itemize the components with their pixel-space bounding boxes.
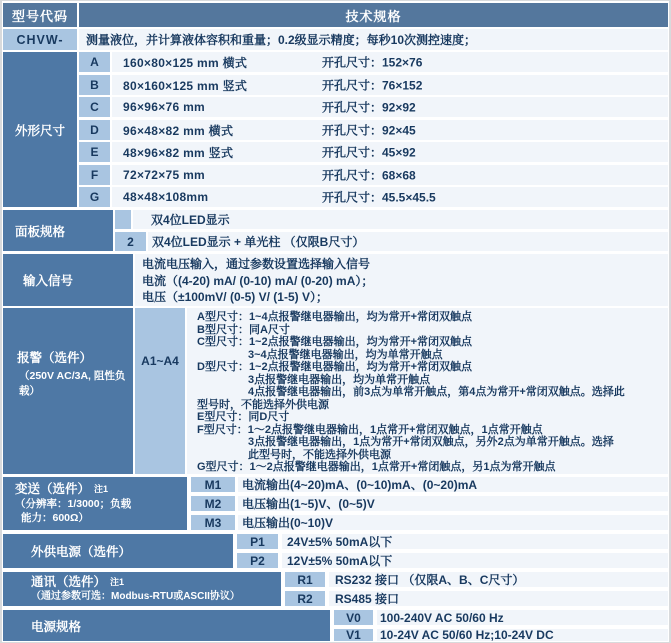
panel-row-text: 双4位LED显示: [133, 210, 668, 229]
panel-row-code: [115, 210, 131, 229]
alarm-line: B型尺寸：同A尺寸: [197, 323, 290, 336]
ext-power-section-label: 外供电源（选件）: [3, 534, 233, 568]
size-row: [112, 120, 668, 140]
power-row-code: V1: [334, 629, 373, 641]
panel-row-code: 2: [115, 232, 146, 251]
transmit-row-code: M3: [191, 515, 235, 530]
comm-note: 注1: [110, 577, 125, 587]
size-row-hole: 开孔尺寸：68×68: [322, 168, 416, 183]
alarm-code-cell: A1~A4: [135, 308, 185, 474]
input-content: [135, 254, 668, 306]
alarm-line: 型号时，不能选择外供电源: [197, 398, 329, 411]
comm-row-text: RS485 接口: [329, 591, 668, 606]
size-row: [112, 142, 668, 162]
comm-label-line1: [31, 575, 281, 590]
transmit-row-text: 电压输出(0~10)V: [238, 515, 668, 530]
size-row: [112, 97, 668, 117]
size-row-hole: 开孔尺寸：76×152: [322, 78, 423, 93]
input-line: 电流（(4-20) mA/ (0-10) mA/ (0-20) mA）；: [142, 273, 374, 288]
ext-power-row-code: P2: [237, 553, 278, 568]
size-row: [112, 187, 668, 207]
size-row-dim: 96×48×82 mm 横式: [123, 123, 234, 138]
comm-row-text: RS232 接口 （仅限A、B、C尺寸）: [329, 572, 668, 587]
size-row-hole: 开孔尺寸：92×45: [322, 123, 416, 138]
transmit-row-text: 电流输出(4~20)mA、(0~10)mA、(0~20)mA: [238, 477, 668, 492]
ext-power-row-text: 24V±5% 50mA以下: [282, 534, 668, 549]
size-row-dim: 48×48×108mm: [123, 190, 209, 204]
alarm-label-line2: （250V AC/3A, 阻性负载）: [19, 370, 126, 397]
transmit-label-line3: 能力：600Ω）: [21, 512, 89, 524]
model-desc-cell: 测量液位，并计算液体容积和重量；0.2级显示精度；每秒10次测控速度；: [79, 29, 668, 50]
alarm-line: 3点报警继电器输出，1点为常开+常闭双触点，另外2点为单常开触点。选择: [248, 436, 614, 448]
comm-label-line2: （通过参数可选：Modbus-RTU或ASCII协议）: [31, 591, 240, 602]
transmit-label-line2: （分辨率：1/3000；负载: [15, 498, 132, 510]
size-section-label: 外形尺寸: [3, 52, 77, 207]
power-row-text: 10-24V AC 50/60 Hz;10-24V DC: [377, 629, 668, 641]
alarm-line: E型尺寸：同D尺寸: [197, 411, 290, 423]
transmit-note: 注1: [94, 484, 109, 494]
header-spec-col: 技术规格: [79, 3, 668, 27]
size-row-code: D: [79, 120, 110, 140]
model-code-cell: CHVW-: [3, 29, 77, 50]
ext-power-row-code: P1: [237, 534, 278, 549]
input-section-label: 输入信号: [3, 254, 133, 306]
panel-section-label: 面板规格: [3, 210, 113, 251]
alarm-line: C型尺寸：1~2点报警继电器输出，均为常开+常闭双触点: [197, 336, 473, 348]
transmit-row-code: M2: [191, 496, 235, 511]
alarm-line: 3点报警继电器输出，均为单常开触点: [248, 373, 431, 386]
alarm-line: D型尺寸：1~2点报警继电器输出，均为常开+常闭双触点: [197, 361, 473, 373]
ext-power-row-text: 12V±5% 50mA以下: [282, 553, 668, 568]
power-section-label: 电源规格: [3, 610, 330, 641]
comm-label: 通讯（选件）: [31, 575, 107, 589]
alarm-label-line1: 报警（选件）: [17, 351, 93, 365]
size-row-code: A: [79, 52, 110, 72]
size-row-dim: 96×96×76 mm: [123, 100, 206, 114]
power-row-code: V0: [334, 610, 373, 625]
size-row-code: F: [79, 165, 110, 185]
input-line: 电流电压输入，通过参数设置选择输入信号: [142, 257, 371, 271]
comm-row-code: R1: [285, 572, 325, 587]
size-row: [112, 75, 668, 95]
transmit-label: 变送（选件）: [15, 482, 91, 496]
size-row-dim: 48×96×82 mm 竖式: [123, 145, 234, 160]
size-row-dim: 72×72×75 mm: [123, 168, 206, 182]
size-row-hole: 开孔尺寸：92×92: [322, 100, 416, 115]
size-row: [112, 52, 668, 72]
transmit-label-line1: [15, 481, 187, 497]
size-row-hole: 开孔尺寸：152×76: [322, 55, 423, 70]
size-row-dim: 160×80×125 mm 横式: [123, 55, 248, 70]
panel-row-text: 双4位LED显示 + 单光柱 （仅限B尺寸）: [148, 232, 668, 251]
transmit-section-label: [3, 477, 187, 530]
size-row-hole: 开孔尺寸：45.5×45.5: [322, 190, 436, 205]
size-row-code: E: [79, 142, 110, 162]
header-model-col: 型号代码: [3, 3, 77, 27]
transmit-row-text: 电压输出(1~5)V、(0~5)V: [238, 496, 668, 511]
size-row-code: B: [79, 75, 110, 95]
alarm-line: F型尺寸：1～2点报警继电器输出，1点常开+常闭双触点，1点常开触点: [197, 423, 543, 436]
size-row-code: C: [79, 97, 110, 117]
transmit-row-code: M1: [191, 477, 235, 492]
size-row-hole: 开孔尺寸：45×92: [322, 145, 416, 160]
size-row: [112, 165, 668, 185]
comm-row-code: R2: [285, 591, 325, 606]
size-row-code: G: [79, 187, 110, 207]
input-line: 电压（±100mV/ (0-5) V/ (1-5) V）；: [142, 290, 328, 304]
alarm-content: [187, 308, 668, 474]
alarm-line: 此型号时，不能选择外供电源: [248, 448, 391, 461]
alarm-section-label: [3, 308, 133, 474]
alarm-line: 3~4点报警继电器输出，均为单常开触点: [248, 348, 443, 361]
comm-section-label: [3, 572, 281, 606]
alarm-line: 4点报警继电器输出，前3点为单常开触点，第4点为常开+常闭双触点。选择此: [248, 386, 625, 398]
power-row-text: 100-240V AC 50/60 Hz: [377, 610, 668, 625]
alarm-line: G型尺寸：1～2点报警继电器输出，1点常开+常闭触点，另1点为常开触点: [197, 461, 556, 473]
alarm-line: A型尺寸：1~4点报警继电器输出，均为常开+常闭双触点: [197, 311, 473, 323]
size-row-dim: 80×160×125 mm 竖式: [123, 78, 248, 93]
